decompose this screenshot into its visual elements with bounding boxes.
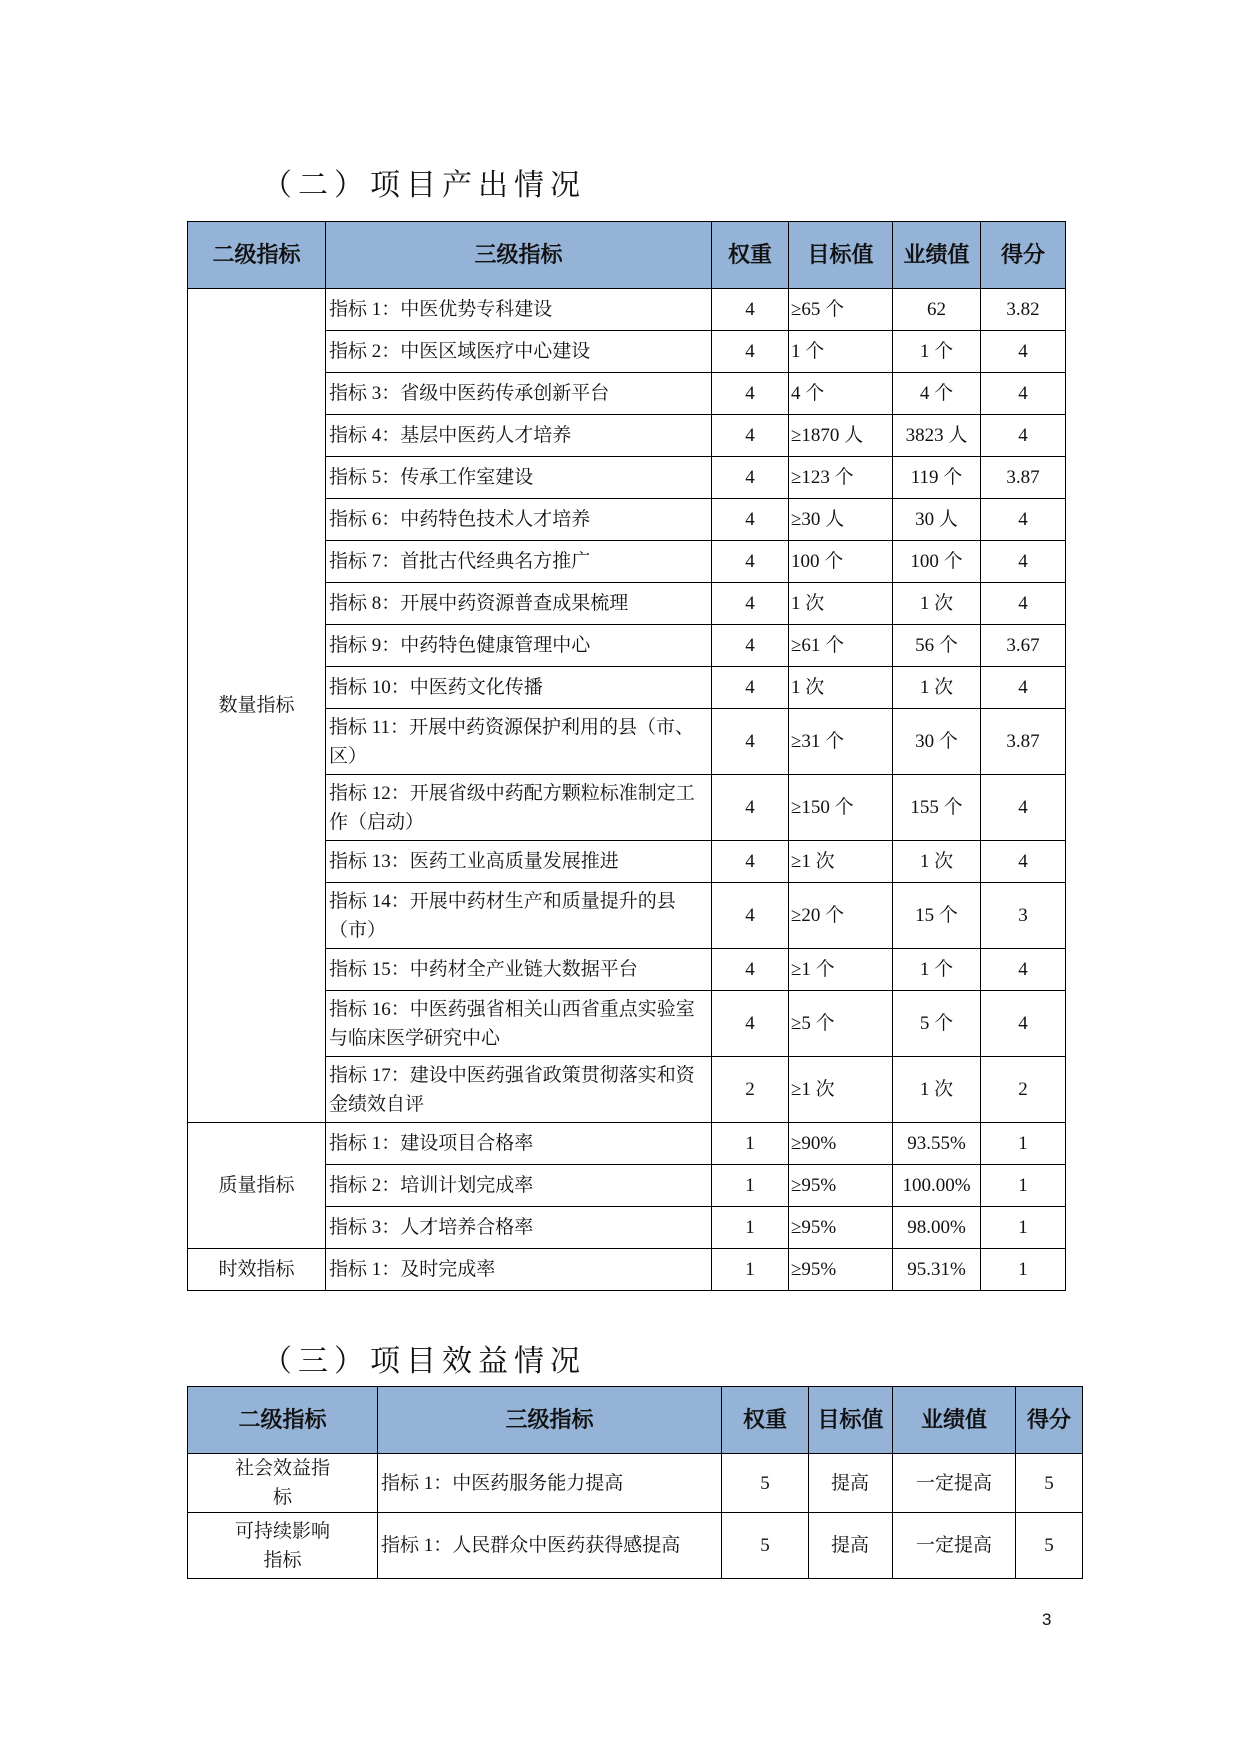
level2-header: 二级指标 — [188, 222, 326, 289]
score-cell: 5 — [1016, 1454, 1083, 1513]
benefit-section-title: （三）项目效益情况 — [262, 1344, 586, 1379]
actual-value-cell: 3823 人 — [893, 415, 981, 457]
score-cell: 4 — [981, 415, 1066, 457]
level2-indicator-cell: 时效指标 — [188, 1249, 326, 1291]
score-cell: 4 — [981, 583, 1066, 625]
page-number: 3 — [1042, 1610, 1052, 1629]
indicator-name-cell: 指标 2：中医区域医疗中心建设 — [326, 331, 712, 373]
target-value-cell: 1 次 — [789, 583, 893, 625]
table-header-row — [188, 222, 1066, 289]
weight-cell: 4 — [712, 373, 789, 415]
score-cell: 3 — [981, 883, 1066, 949]
weight-cell: 4 — [712, 841, 789, 883]
actual-value-cell: 30 个 — [893, 709, 981, 775]
weight-cell: 1 — [712, 1249, 789, 1291]
score-cell: 4 — [981, 499, 1066, 541]
target-value-cell: ≥95% — [789, 1249, 893, 1291]
score-cell: 4 — [981, 331, 1066, 373]
level2-indicator-cell: 可持续影响指标 — [188, 1513, 378, 1579]
target-value-cell: ≥65 个 — [789, 289, 893, 331]
actual-value-cell: 4 个 — [893, 373, 981, 415]
target-value-cell: ≥95% — [789, 1165, 893, 1207]
weight-cell: 4 — [712, 949, 789, 991]
actual-value-cell: 30 人 — [893, 499, 981, 541]
table-row — [188, 1513, 1083, 1579]
weight-cell: 4 — [712, 415, 789, 457]
score-cell: 2 — [981, 1057, 1066, 1123]
weight-cell: 4 — [712, 289, 789, 331]
level2-indicator-cell: 质量指标 — [188, 1123, 326, 1249]
indicator-name-cell: 指标 3：省级中医药传承创新平台 — [326, 373, 712, 415]
score-cell: 1 — [981, 1249, 1066, 1291]
indicator-name-cell: 指标 1：中医优势专科建设 — [326, 289, 712, 331]
score-cell: 1 — [981, 1165, 1066, 1207]
weight-cell: 5 — [722, 1454, 809, 1513]
actual-value-cell: 100.00% — [893, 1165, 981, 1207]
score-header: 得分 — [981, 222, 1066, 289]
actual-value-cell: 15 个 — [893, 883, 981, 949]
indicator-name-cell: 指标 10：中医药文化传播 — [326, 667, 712, 709]
score-cell: 3.82 — [981, 289, 1066, 331]
indicator-name-cell: 指标 2：培训计划完成率 — [326, 1165, 712, 1207]
target-value-cell: ≥5 个 — [789, 991, 893, 1057]
score-cell: 5 — [1016, 1513, 1083, 1579]
indicator-name-cell: 指标 9：中药特色健康管理中心 — [326, 625, 712, 667]
actual-value-cell: 100 个 — [893, 541, 981, 583]
actual-header: 业绩值 — [893, 1387, 1016, 1454]
level2-header: 二级指标 — [188, 1387, 378, 1454]
target-value-cell: ≥1 个 — [789, 949, 893, 991]
score-cell: 3.87 — [981, 457, 1066, 499]
score-cell: 1 — [981, 1207, 1066, 1249]
score-cell: 4 — [981, 541, 1066, 583]
weight-cell: 1 — [712, 1123, 789, 1165]
indicator-name-cell: 指标 5：传承工作室建设 — [326, 457, 712, 499]
indicator-name-cell: 指标 14：开展中药材生产和质量提升的县（市） — [326, 883, 712, 949]
actual-value-cell: 1 次 — [893, 1057, 981, 1123]
target-value-cell: ≥1 次 — [789, 841, 893, 883]
weight-cell: 4 — [712, 709, 789, 775]
indicator-name-cell: 指标 1：中医药服务能力提高 — [378, 1454, 722, 1513]
target-value-cell: 1 次 — [789, 667, 893, 709]
actual-value-cell: 56 个 — [893, 625, 981, 667]
target-value-cell: 100 个 — [789, 541, 893, 583]
score-cell: 4 — [981, 841, 1066, 883]
level2-indicator-cell: 数量指标 — [188, 289, 326, 1123]
score-cell: 4 — [981, 991, 1066, 1057]
weight-cell: 4 — [712, 883, 789, 949]
score-cell: 4 — [981, 373, 1066, 415]
score-cell: 4 — [981, 667, 1066, 709]
weight-cell: 1 — [712, 1165, 789, 1207]
level3-header: 三级指标 — [326, 222, 712, 289]
actual-value-cell: 1 次 — [893, 583, 981, 625]
target-value-cell: ≥1 次 — [789, 1057, 893, 1123]
actual-value-cell: 1 个 — [893, 949, 981, 991]
actual-value-cell: 119 个 — [893, 457, 981, 499]
score-cell: 4 — [981, 949, 1066, 991]
target-value-cell: ≥30 人 — [789, 499, 893, 541]
actual-value-cell: 93.55% — [893, 1123, 981, 1165]
level2-indicator-cell: 社会效益指标 — [188, 1454, 378, 1513]
table-header-row — [188, 1387, 1083, 1454]
indicator-name-cell: 指标 13：医药工业高质量发展推进 — [326, 841, 712, 883]
indicator-name-cell: 指标 4：基层中医药人才培养 — [326, 415, 712, 457]
indicator-name-cell: 指标 3：人才培养合格率 — [326, 1207, 712, 1249]
target-value-cell: 提高 — [809, 1454, 893, 1513]
actual-value-cell: 98.00% — [893, 1207, 981, 1249]
indicator-name-cell: 指标 6：中药特色技术人才培养 — [326, 499, 712, 541]
weight-cell: 4 — [712, 625, 789, 667]
table-row — [188, 1249, 1066, 1291]
target-value-cell: ≥20 个 — [789, 883, 893, 949]
actual-header: 业绩值 — [893, 222, 981, 289]
weight-header: 权重 — [712, 222, 789, 289]
indicator-name-cell: 指标 12：开展省级中药配方颗粒标准制定工作（启动） — [326, 775, 712, 841]
indicator-name-cell: 指标 11：开展中药资源保护利用的县（市、区） — [326, 709, 712, 775]
target-value-cell: ≥150 个 — [789, 775, 893, 841]
target-value-cell: 4 个 — [789, 373, 893, 415]
indicator-name-cell: 指标 7：首批古代经典名方推广 — [326, 541, 712, 583]
target-value-cell: 提高 — [809, 1513, 893, 1579]
indicator-name-cell: 指标 15：中药材全产业链大数据平台 — [326, 949, 712, 991]
weight-cell: 1 — [712, 1207, 789, 1249]
table-row — [188, 1454, 1083, 1513]
actual-value-cell: 155 个 — [893, 775, 981, 841]
score-cell: 3.67 — [981, 625, 1066, 667]
target-header: 目标值 — [789, 222, 893, 289]
level3-header: 三级指标 — [378, 1387, 722, 1454]
indicator-name-cell: 指标 17：建设中医药强省政策贯彻落实和资金绩效自评 — [326, 1057, 712, 1123]
weight-cell: 4 — [712, 583, 789, 625]
score-header: 得分 — [1016, 1387, 1083, 1454]
score-cell: 1 — [981, 1123, 1066, 1165]
indicator-name-cell: 指标 8：开展中药资源普查成果梳理 — [326, 583, 712, 625]
target-value-cell: ≥95% — [789, 1207, 893, 1249]
weight-cell: 4 — [712, 667, 789, 709]
weight-cell: 4 — [712, 775, 789, 841]
actual-value-cell: 一定提高 — [893, 1513, 1016, 1579]
target-value-cell: ≥1870 人 — [789, 415, 893, 457]
indicator-name-cell: 指标 16：中医药强省相关山西省重点实验室与临床医学研究中心 — [326, 991, 712, 1057]
score-cell: 4 — [981, 775, 1066, 841]
indicator-name-cell: 指标 1：建设项目合格率 — [326, 1123, 712, 1165]
weight-cell: 4 — [712, 991, 789, 1057]
weight-header: 权重 — [722, 1387, 809, 1454]
actual-value-cell: 5 个 — [893, 991, 981, 1057]
output-indicator-table — [187, 221, 1066, 1291]
weight-cell: 4 — [712, 499, 789, 541]
actual-value-cell: 62 — [893, 289, 981, 331]
actual-value-cell: 1 个 — [893, 331, 981, 373]
indicator-name-cell: 指标 1：及时完成率 — [326, 1249, 712, 1291]
target-header: 目标值 — [809, 1387, 893, 1454]
actual-value-cell: 1 次 — [893, 667, 981, 709]
table-row — [188, 289, 1066, 331]
output-section-title: （二）项目产出情况 — [262, 168, 586, 203]
benefit-indicator-table — [187, 1386, 1083, 1579]
weight-cell: 2 — [712, 1057, 789, 1123]
target-value-cell: ≥90% — [789, 1123, 893, 1165]
indicator-name-cell: 指标 1：人民群众中医药获得感提高 — [378, 1513, 722, 1579]
actual-value-cell: 一定提高 — [893, 1454, 1016, 1513]
weight-cell: 4 — [712, 541, 789, 583]
weight-cell: 4 — [712, 331, 789, 373]
weight-cell: 4 — [712, 457, 789, 499]
table-row — [188, 1123, 1066, 1165]
target-value-cell: ≥61 个 — [789, 625, 893, 667]
score-cell: 3.87 — [981, 709, 1066, 775]
target-value-cell: ≥123 个 — [789, 457, 893, 499]
actual-value-cell: 95.31% — [893, 1249, 981, 1291]
target-value-cell: 1 个 — [789, 331, 893, 373]
weight-cell: 5 — [722, 1513, 809, 1579]
target-value-cell: ≥31 个 — [789, 709, 893, 775]
actual-value-cell: 1 次 — [893, 841, 981, 883]
